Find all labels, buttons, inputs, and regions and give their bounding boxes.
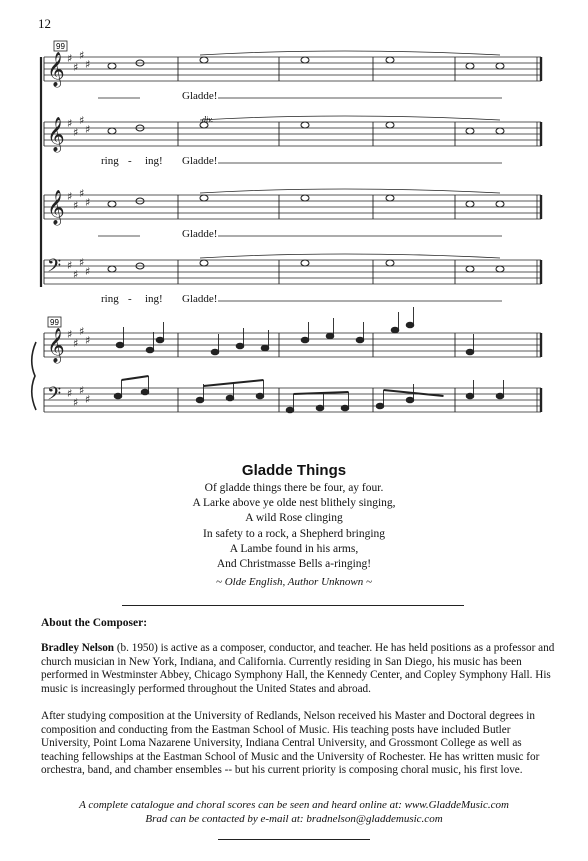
lyric-staff2-gladde: Gladde!: [182, 155, 218, 167]
about-heading: About the Composer:: [41, 617, 148, 629]
treble-clef-icon: 𝄞: [47, 52, 65, 87]
bass-clef-icon: 𝄢: [47, 256, 62, 281]
sharp-icon: ♯: [73, 126, 79, 139]
rehearsal-mark-1: 99: [56, 42, 65, 51]
sharp-icon: ♯: [73, 337, 79, 350]
divisi-mark: div.: [202, 115, 214, 124]
page-number: 12: [38, 16, 51, 31]
sharp-icon: ♯: [67, 387, 73, 400]
lyric-staff4-gladde: Gladde!: [182, 293, 218, 305]
clefs: [47, 49, 90, 409]
lyric-staff4-hyphen: -: [128, 293, 132, 305]
sharp-icon: ♯: [79, 256, 85, 269]
lyric-extenders: [98, 98, 502, 301]
sharp-icon: ♯: [85, 334, 91, 347]
barlines: [44, 57, 541, 412]
sharp-icon: ♯: [73, 199, 79, 212]
sharp-icon: ♯: [79, 187, 85, 200]
poem-line: In safety to a rock, a Shepherd bringing: [202, 527, 386, 540]
sharp-icon: ♯: [67, 259, 73, 272]
treble-clef-icon: 𝄞: [47, 190, 65, 225]
poem-title: Gladde Things: [241, 462, 347, 479]
sharp-icon: ♯: [67, 328, 73, 341]
lyric-staff3-gladde: Gladde!: [182, 228, 218, 240]
sharp-icon: ♯: [79, 114, 85, 127]
sharp-icon: ♯: [79, 325, 85, 338]
treble-clef-icon: 𝄞: [47, 117, 65, 152]
poem-attribution: ~ Olde English, Author Unknown ~: [216, 576, 372, 588]
divider-bottom: [218, 839, 370, 840]
sharp-icon: ♯: [79, 49, 85, 62]
sharp-icon: ♯: [67, 190, 73, 203]
sharp-icon: ♯: [85, 196, 91, 209]
sharp-icon: ♯: [85, 393, 91, 406]
about-paragraph-1-text: (b. 1950) is active as a composer, conductor, and teacher. He has held positions as a professor and church musician in New York, Indiana, and California. Currently residing in San Diego, his music has been performed in Westminster Abbey, Chicago Symphony Hall, the Kennedy Center, and Copley Symphony Hall. His music is increasingly performed throughout the United States and abroad.: [41, 642, 555, 695]
lyric-staff2-hyphen: -: [128, 155, 132, 167]
lyric-staff4-ing: ing!: [145, 293, 163, 305]
divider-top: [122, 605, 464, 606]
staff-lines: [44, 57, 541, 412]
rehearsal-mark-2: 99: [50, 318, 59, 327]
footer-catalogue-line[interactable]: A complete catalogue and choral scores can be seen and heard online at: www.GladdeMusic.com: [79, 799, 509, 811]
footer: [0, 799, 588, 826]
about-paragraph-2: After studying composition at the University of Redlands, Nelson received his Master and Doctoral degrees in composition and conducting from the Eastman School of Music. His teaching posts have included Butler University, Point Loma Nazarene University, Indiana Central University, and Grossmont College as well as teaching fellowships at the Eastman School of Music and the University of Rochester. He has written music for orchestra, band, and chamber ensembles -- but his current priority is composing choral music, his first love.: [41, 710, 540, 777]
sharp-icon: ♯: [85, 58, 91, 71]
poem-line: And Christmasse Bells a-ringing!: [216, 558, 372, 571]
sharp-icon: ♯: [85, 123, 91, 136]
sharp-icon: ♯: [79, 384, 85, 397]
lyric-staff4-ring: ring: [101, 293, 119, 305]
sharp-icon: ♯: [73, 396, 79, 409]
poem-body: [0, 481, 588, 572]
poem-line: A Larke above ye olde nest blithely singing,: [192, 497, 396, 510]
sharp-icon: ♯: [73, 268, 79, 281]
sharp-icon: ♯: [73, 61, 79, 74]
lyric-staff1-gladde: Gladde!: [182, 90, 218, 102]
sharp-icon: ♯: [67, 117, 73, 130]
lyric-staff2-ring: ring: [101, 155, 119, 167]
treble-clef-icon: 𝄞: [47, 328, 65, 363]
sharp-icon: ♯: [85, 265, 91, 278]
sharp-icon: ♯: [67, 52, 73, 65]
poem-line: Of gladde things there be four, ay four.: [204, 482, 384, 494]
about-paragraph-1: [41, 642, 556, 696]
bass-clef-icon: 𝄢: [47, 384, 62, 409]
composer-name: Bradley Nelson: [41, 642, 115, 654]
footer-contact-line[interactable]: Brad can be contacted by e-mail at: bradnelson@gladdemusic.com: [145, 812, 443, 825]
piano-brace: [32, 342, 36, 410]
poem-line: A Lambe found in his arms,: [229, 542, 359, 555]
lyric-staff2-ing: ing!: [145, 155, 163, 167]
notes: [108, 51, 504, 413]
poem-line: A wild Rose clinging: [245, 512, 343, 525]
